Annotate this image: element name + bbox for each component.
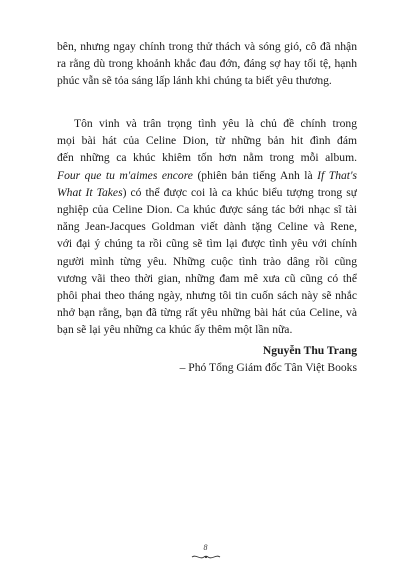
- text-line: phúc vẫn sẽ tỏa sáng lấp lánh khi chúng ta biết yêu thương.: [57, 74, 332, 88]
- text-line: [57, 167, 357, 184]
- text-line: nghiệp của Celine Dion. Ca khúc được sáng tác bởi nhạc sĩ tài: [57, 202, 357, 216]
- text-line: bên, nhưng ngay chính trong thử thách và sóng gió, cô đã nhận: [57, 40, 357, 53]
- text-line: Tôn vinh và trân trọng tình yêu là chủ đề chính trong: [74, 117, 357, 130]
- flourish-ornament: [190, 553, 222, 561]
- song-title-english: If That's: [317, 168, 357, 182]
- text-line: năng Jean-Jacques Goldman viết dành tặng Celine và Rene,: [57, 220, 357, 234]
- author-title: – Phó Tổng Giám đốc Tân Việt Books: [179, 361, 357, 374]
- song-title-english-cont: What It Takes: [57, 185, 123, 199]
- paragraph-1: [57, 38, 357, 90]
- text-fragment: (phiên bản tiếng Anh là: [192, 168, 318, 182]
- text-line: mọi bài hát của Celine Dion, từ những bản hit đình đám: [57, 134, 357, 148]
- text-line: với đại ý chúng ta rồi cũng sẽ tìm lại được tình yêu với chính: [57, 237, 357, 251]
- page-number: 8: [203, 543, 208, 552]
- text-line: người mình từng yêu. Những cuộc tình trào dâng rồi cũng: [57, 254, 357, 268]
- author-name: Nguyễn Thu Trang: [262, 344, 357, 357]
- text-line: vương vãi theo thời gian, những đam mê xưa cũ cũng có thể: [57, 271, 357, 285]
- text-fragment: ) có thể được coi là ca khúc biểu tượng trong sự: [122, 185, 357, 199]
- text-line: đến những ca khúc khiêm tốn hơn nằm trong mỗi album.: [57, 151, 357, 165]
- paragraph-2: [57, 115, 357, 338]
- text-line: ra rằng dù trong khoảnh khắc đau đớn, đáng sợ hay tối tệ, hạnh: [57, 57, 357, 71]
- text-line: bạn sẽ lại yêu những ca khúc ấy thêm một lần nữa.: [57, 323, 293, 337]
- text-line: phôi phai theo tháng ngày, nhưng tôi tin cuốn sách này sẽ nhắc: [57, 288, 357, 302]
- song-title: Four que tu m'aimes encore: [57, 168, 193, 182]
- text-line: nhở bạn rằng, bạn đã từng rất yêu những bài hát của Celine, và: [57, 306, 357, 320]
- text-line: [57, 184, 357, 201]
